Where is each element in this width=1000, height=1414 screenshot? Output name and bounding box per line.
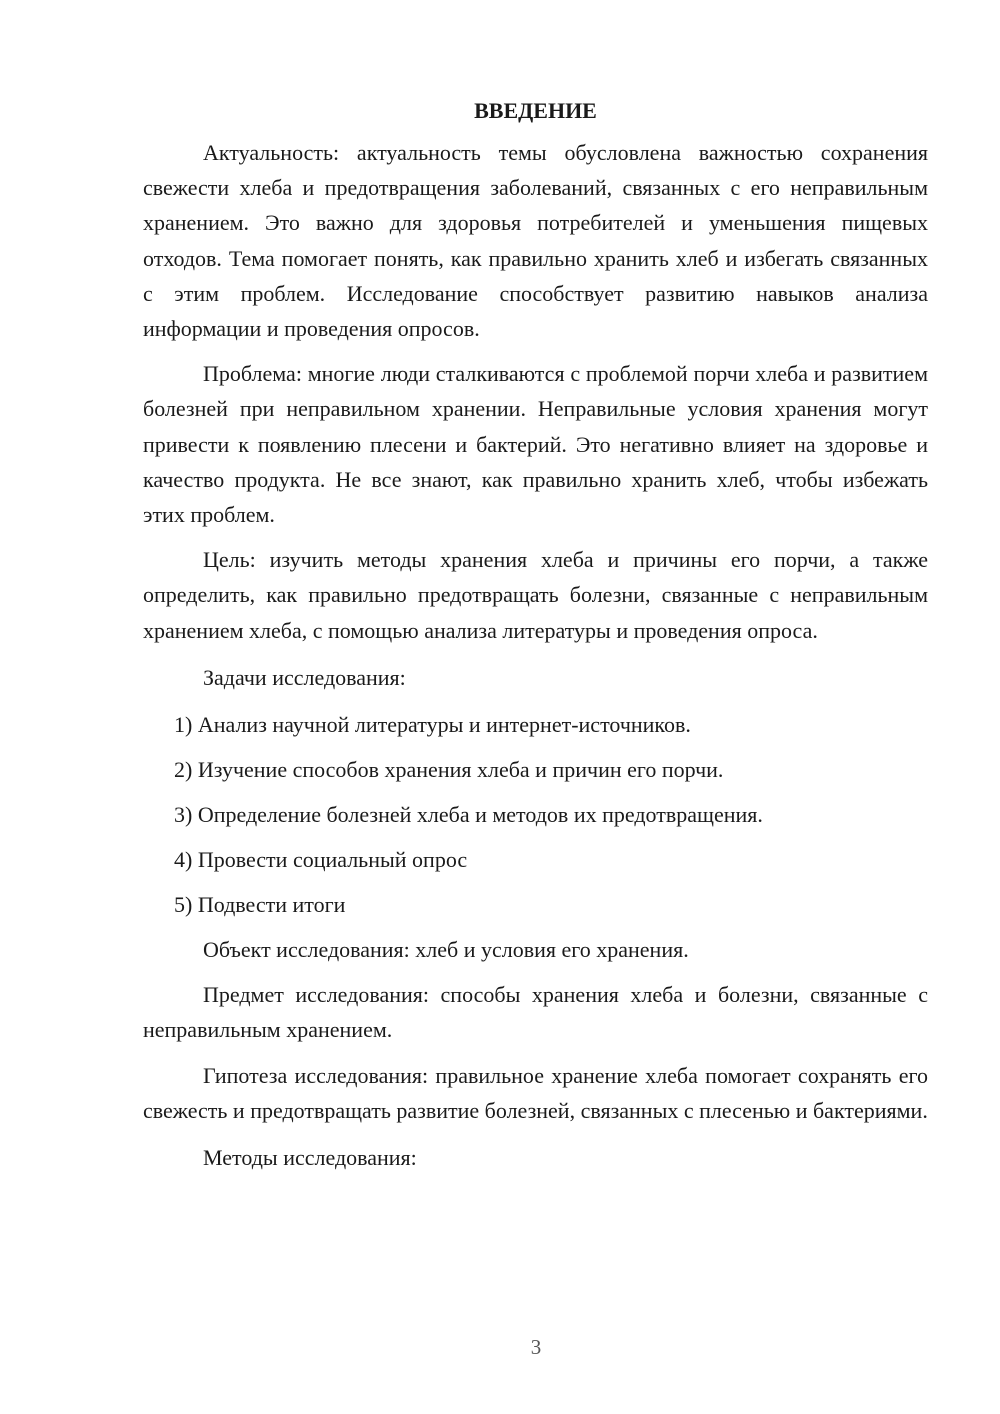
- problem-paragraph: Проблема: многие люди сталкиваются с проблемой порчи хлеба и развитием болезней при неправильном хранении. Неправильные условия хранения могут привести к появлению плесени и бактерий. Это негативно влияет на здоровье и качество продукта. Не все знают, как правильно хранить хлеб, чтобы избежать этих проблем.: [143, 361, 928, 528]
- list-item: 2) Изучение способов хранения хлеба и причин его порчи.: [174, 757, 724, 783]
- list-item: 5) Подвести итоги: [174, 892, 346, 918]
- list-item: 3) Определение болезней хлеба и методов их предотвращения.: [174, 802, 763, 828]
- methods-intro: Методы исследования:: [203, 1145, 417, 1171]
- section-heading: ВВЕДЕНИЕ: [474, 98, 597, 123]
- tasks-intro: Задачи исследования:: [203, 664, 406, 690]
- page-number: 3: [530, 1335, 542, 1359]
- subject-paragraph: Предмет исследования: способы хранения хлеба и болезни, связанные с неправильным хранением.: [143, 982, 928, 1043]
- object-paragraph: Объект исследования: хлеб и условия его хранения.: [203, 937, 689, 963]
- list-item: 1) Анализ научной литературы и интернет-источников.: [174, 712, 691, 738]
- tasks-list: [143, 707, 928, 922]
- goal-paragraph: Цель: изучить методы хранения хлеба и причины его порчи, а также определить, как правильно предотвращать болезни, связанные с неправильным хранением хлеба, с помощью анализа литературы и проведения опроса.: [143, 547, 928, 643]
- page-content: [143, 95, 928, 1175]
- relevance-paragraph: Актуальность: актуальность темы обусловлена важностью сохранения свежести хлеба и предотвращения заболеваний, связанных с его неправильным хранением. Это важно для здоровья потребителей и уменьшения пищевых отходов. Тема помогает понять, как правильно хранить хлеб и избегать связанных с этим проблем. Исследование способствует развитию навыков анализа информации и проведения опросов.: [143, 140, 928, 342]
- list-item: 4) Провести социальный опрос: [174, 847, 468, 873]
- hypothesis-paragraph: Гипотеза исследования: правильное хранение хлеба помогает сохранять его свежесть и предотвращать развитие болезней, связанных с плесенью и бактериями.: [143, 1062, 928, 1123]
